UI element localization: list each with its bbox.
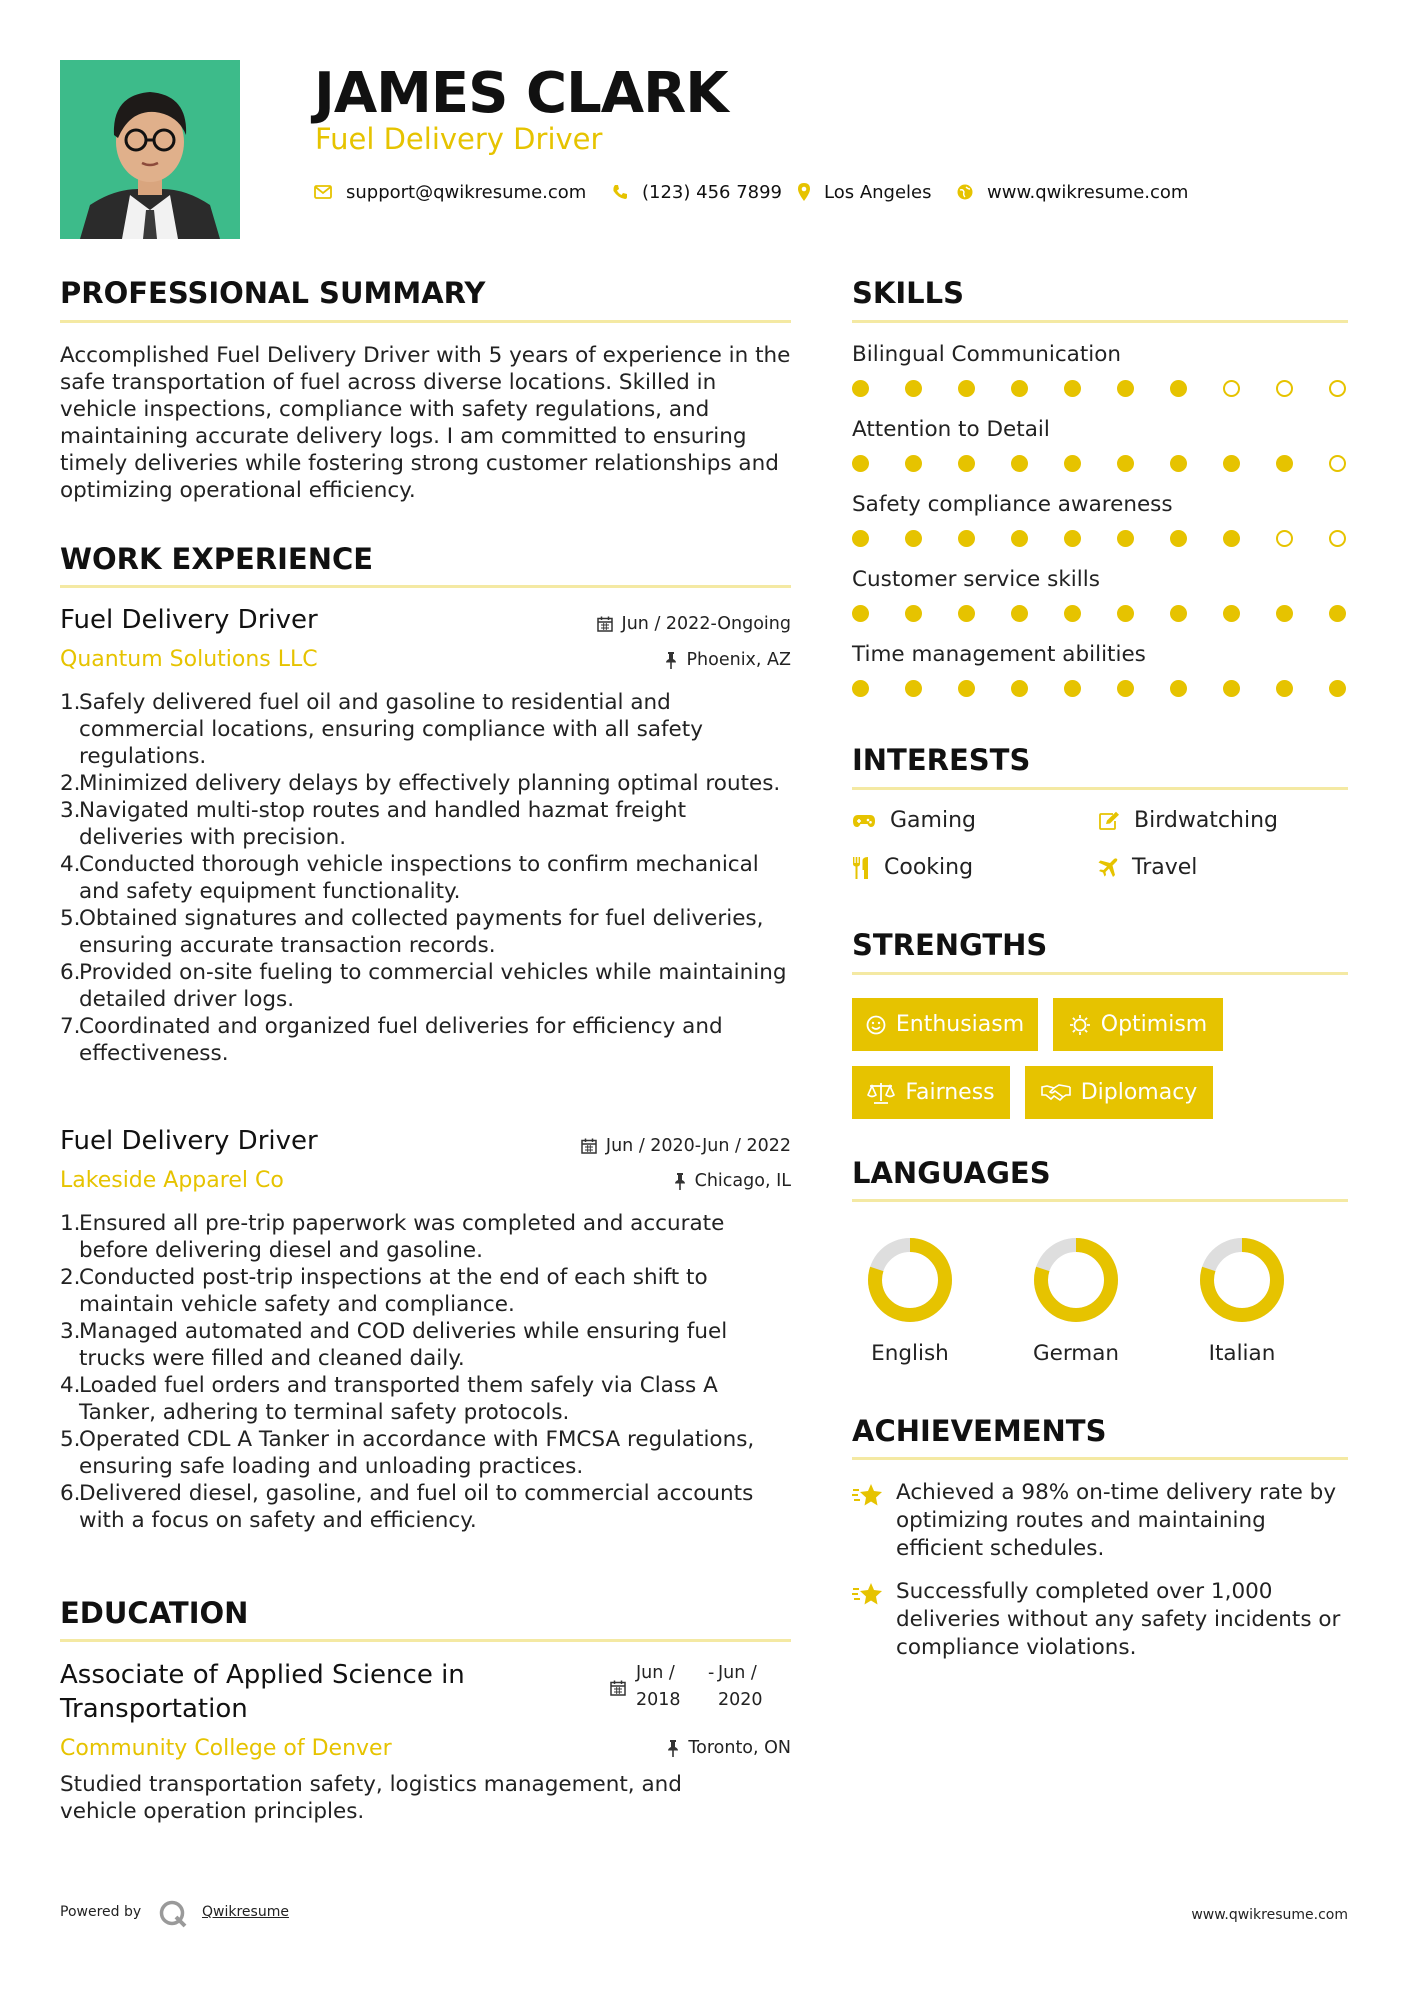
rating-dot-filled <box>852 455 869 472</box>
list-item: 6. Delivered diesel, gasoline, and fuel oil to commercial accounts with a focus on safety and efficiency. <box>60 1481 754 1533</box>
skill-label: Safety compliance awareness <box>852 492 1173 517</box>
plane-icon <box>1098 858 1118 878</box>
achievement-text: Successfully completed over 1,000 deliveries without any safety incidents or compliance violations. <box>896 1579 1341 1660</box>
footer-brand-link[interactable]: Qwikresume <box>202 1904 289 1920</box>
rating-dot-filled <box>1223 680 1240 697</box>
job-2-location <box>674 1171 791 1191</box>
skill-rating <box>852 605 1346 622</box>
degree-line-1: Associate of Applied Science in <box>60 1660 465 1690</box>
education-location-text: Toronto, ON <box>688 1738 791 1758</box>
strength-label: Enthusiasm <box>895 1012 1025 1037</box>
rating-dot-filled <box>1117 530 1134 547</box>
job-1-bullets <box>60 689 795 1067</box>
candidate-role: Fuel Delivery Driver <box>315 122 603 156</box>
rating-dot-filled <box>852 605 869 622</box>
language-donut-italian <box>1192 1230 1292 1330</box>
achievements-divider <box>852 1457 1348 1460</box>
languages-divider <box>852 1199 1348 1202</box>
contact-phone-text: (123) 456 7899 <box>642 181 783 203</box>
star-award-icon <box>852 1482 884 1508</box>
rating-dot-filled <box>1117 680 1134 697</box>
rating-dot-filled <box>852 380 869 397</box>
rating-dot-filled <box>1011 530 1028 547</box>
rating-dot-filled <box>1064 605 1081 622</box>
footer-powered-by: Powered by <box>60 1904 142 1920</box>
candidate-name: JAMES CLARK <box>314 61 728 126</box>
education-location <box>667 1738 791 1758</box>
pushpin-icon <box>667 1740 679 1757</box>
rating-dot-filled <box>1276 605 1293 622</box>
rating-dot-filled <box>1170 380 1187 397</box>
rating-dot-empty <box>1276 380 1293 397</box>
language-label: English <box>871 1341 949 1366</box>
edu-date-separator: - <box>708 1663 715 1683</box>
rating-dot-filled <box>1329 680 1346 697</box>
utensils-icon <box>852 857 870 879</box>
job-2-location-text: Chicago, IL <box>694 1171 791 1191</box>
language-label: German <box>1032 1341 1120 1366</box>
pencil-square-icon <box>1098 811 1120 831</box>
language-donut-german <box>1026 1230 1126 1330</box>
language-donut-english <box>860 1230 960 1330</box>
rating-dot-filled <box>1064 680 1081 697</box>
skills-title: SKILLS <box>852 276 964 310</box>
degree-line-2: Transportation <box>60 1694 248 1724</box>
contact-email[interactable] <box>314 178 586 206</box>
interest-label: Gaming <box>890 808 976 833</box>
rating-dot-filled <box>1117 455 1134 472</box>
job-2-bullets <box>60 1210 795 1534</box>
rating-dot-filled <box>905 530 922 547</box>
rating-dot-empty <box>1329 380 1346 397</box>
education-title: EDUCATION <box>60 1596 249 1630</box>
rating-dot-empty <box>1329 530 1346 547</box>
rating-dot-filled <box>958 680 975 697</box>
gamepad-icon <box>852 813 876 829</box>
rating-dot-filled <box>1223 605 1240 622</box>
job-2-dates <box>581 1136 791 1156</box>
list-item: 3. Navigated multi-stop routes and handled hazmat freight deliveries with precision. <box>60 798 687 850</box>
skill-label: Time management abilities <box>852 642 1146 667</box>
rating-dot-filled <box>1170 680 1187 697</box>
rating-dot-filled <box>1329 605 1346 622</box>
skill-label: Bilingual Communication <box>852 342 1122 367</box>
job-1-dates <box>597 614 791 634</box>
rating-dot-filled <box>1223 530 1240 547</box>
languages-title: LANGUAGES <box>852 1156 1051 1190</box>
contact-website-text: www.qwikresume.com <box>987 181 1189 203</box>
job-2-title: Fuel Delivery Driver <box>60 1126 318 1156</box>
globe-icon <box>957 184 973 200</box>
job-2-dates-text: Jun / 2020-Jun / 2022 <box>605 1136 791 1156</box>
interest-travel <box>1098 855 1197 880</box>
job-1-title: Fuel Delivery Driver <box>60 605 318 635</box>
balance-scale-icon <box>867 1082 895 1104</box>
strength-optimism <box>1053 998 1223 1051</box>
rating-dot-filled <box>958 530 975 547</box>
rating-dot-empty <box>1223 380 1240 397</box>
contact-website[interactable] <box>957 178 1188 206</box>
list-item: 2. Minimized delivery delays by effectively planning optimal routes. <box>60 771 781 796</box>
interest-label: Cooking <box>884 855 974 880</box>
footer-website[interactable]: www.qwikresume.com <box>1191 1907 1348 1923</box>
achievement-text: Achieved a 98% on-time delivery rate by optimizing routes and maintaining efficient schedules. <box>896 1480 1337 1561</box>
smile-icon <box>866 1015 886 1035</box>
education-description: Studied transportation safety, logistics management, and vehicle operation principles. <box>60 1772 682 1824</box>
list-item: 4. Conducted thorough vehicle inspections to confirm mechanical and safety equipment functionality. <box>60 852 759 904</box>
list-item: 5. Obtained signatures and collected payments for fuel deliveries, ensuring accurate transaction records. <box>60 906 764 958</box>
contact-location-text: Los Angeles <box>824 181 932 203</box>
strength-label: Fairness <box>905 1080 995 1105</box>
sun-icon <box>1069 1014 1091 1036</box>
pushpin-icon <box>674 1173 686 1190</box>
achievement-item-1 <box>852 1479 1342 1563</box>
rating-dot-filled <box>1064 455 1081 472</box>
achievements-title: ACHIEVEMENTS <box>852 1414 1107 1448</box>
summary-divider <box>60 320 791 323</box>
rating-dot-empty <box>1276 530 1293 547</box>
strength-fairness <box>852 1066 1010 1119</box>
rating-dot-filled <box>1276 680 1293 697</box>
achievement-item-2 <box>852 1578 1342 1662</box>
contact-email-text: support@qwikresume.com <box>346 181 587 203</box>
job-2-company: Lakeside Apparel Co <box>60 1168 284 1193</box>
rating-dot-filled <box>852 530 869 547</box>
interest-birdwatching <box>1098 808 1278 833</box>
list-item: 7. Coordinated and organized fuel deliveries for efficiency and effectiveness. <box>60 1014 723 1066</box>
interest-gaming <box>852 808 976 833</box>
strength-label: Optimism <box>1100 1012 1208 1037</box>
edu-end-year: 2020 <box>718 1690 763 1710</box>
skills-divider <box>852 320 1348 323</box>
interests-title: INTERESTS <box>852 743 1031 777</box>
list-item: 4. Loaded fuel orders and transported them safely via Class A Tanker, adhering to terminal safety protocols. <box>60 1373 718 1425</box>
job-1-location-text: Phoenix, AZ <box>686 650 791 670</box>
edu-end-month: Jun / <box>718 1663 757 1683</box>
rating-dot-filled <box>1170 605 1187 622</box>
language-label: Italian <box>1208 1341 1276 1366</box>
rating-dot-filled <box>1223 455 1240 472</box>
rating-dot-filled <box>1170 530 1187 547</box>
rating-dot-filled <box>958 380 975 397</box>
list-item: 3. Managed automated and COD deliveries while ensuring fuel trucks were filled and cleaned daily. <box>60 1319 728 1371</box>
interest-label: Birdwatching <box>1134 808 1278 833</box>
rating-dot-filled <box>958 605 975 622</box>
list-item: 1. Ensured all pre-trip paperwork was completed and accurate before delivering diesel and gasoline. <box>60 1211 725 1263</box>
rating-dot-filled <box>1011 605 1028 622</box>
rating-dot-filled <box>905 455 922 472</box>
education-divider <box>60 1639 791 1642</box>
rating-dot-filled <box>958 455 975 472</box>
skill-rating <box>852 455 1346 472</box>
skill-label: Customer service skills <box>852 567 1100 592</box>
rating-dot-empty <box>1329 455 1346 472</box>
strength-diplomacy <box>1025 1066 1213 1119</box>
rating-dot-filled <box>852 680 869 697</box>
interests-divider <box>852 787 1348 790</box>
contact-location <box>798 178 932 206</box>
summary-title: PROFESSIONAL SUMMARY <box>60 276 486 310</box>
skill-label: Attention to Detail <box>852 417 1050 442</box>
experience-divider <box>60 585 791 588</box>
rating-dot-filled <box>1064 380 1081 397</box>
job-1-location <box>665 650 791 670</box>
rating-dot-filled <box>1064 530 1081 547</box>
rating-dot-filled <box>905 680 922 697</box>
interest-cooking <box>852 855 973 880</box>
envelope-icon <box>314 185 332 199</box>
rating-dot-filled <box>1117 605 1134 622</box>
skill-rating <box>852 530 1346 547</box>
contact-phone[interactable] <box>612 178 782 206</box>
rating-dot-filled <box>1011 455 1028 472</box>
profile-photo <box>60 60 240 239</box>
rating-dot-filled <box>1117 380 1134 397</box>
calendar-icon <box>610 1680 626 1696</box>
strength-enthusiasm <box>852 998 1038 1051</box>
rating-dot-filled <box>1011 380 1028 397</box>
map-marker-icon <box>798 183 810 201</box>
qwikresume-logo-icon <box>158 1899 188 1929</box>
strengths-title: STRENGTHS <box>852 928 1048 962</box>
edu-start-year: 2018 <box>636 1690 681 1710</box>
handshake-icon <box>1041 1083 1071 1103</box>
strength-label: Diplomacy <box>1080 1080 1198 1105</box>
pushpin-icon <box>665 652 677 669</box>
star-award-icon <box>852 1581 884 1607</box>
interest-label: Travel <box>1132 855 1198 880</box>
rating-dot-filled <box>905 380 922 397</box>
list-item: 2. Conducted post-trip inspections at the end of each shift to maintain vehicle safety and compliance. <box>60 1265 708 1317</box>
edu-start-month: Jun / <box>636 1663 675 1683</box>
skill-rating <box>852 680 1346 697</box>
rating-dot-filled <box>1170 455 1187 472</box>
rating-dot-filled <box>1276 455 1293 472</box>
strengths-divider <box>852 972 1348 975</box>
rating-dot-filled <box>905 605 922 622</box>
calendar-icon <box>597 616 613 632</box>
list-item: 1. Safely delivered fuel oil and gasoline to residential and commercial locations, ensuring compliance with all safety regulations. <box>60 690 703 769</box>
experience-title: WORK EXPERIENCE <box>60 542 374 576</box>
phone-icon <box>612 184 628 200</box>
summary-text: Accomplished Fuel Delivery Driver with 5 years of experience in the safe transportation of fuel across diverse locations. Skilled in vehicle inspections, compliance with safety regulations, and maintaining accurate delivery logs. I am committed to ensuring timely deliveries while fostering strong customer relationships and optimizing operational efficiency. <box>60 343 791 503</box>
education-school: Community College of Denver <box>60 1736 392 1761</box>
skill-rating <box>852 380 1346 397</box>
list-item: 6. Provided on-site fueling to commercial vehicles while maintaining detailed driver logs. <box>60 960 787 1012</box>
job-1-company: Quantum Solutions LLC <box>60 647 318 672</box>
job-1-dates-text: Jun / 2022-Ongoing <box>621 614 791 634</box>
list-item: 5. Operated CDL A Tanker in accordance with FMCSA regulations, ensuring safe loading and unloading practices. <box>60 1427 755 1479</box>
calendar-icon <box>581 1138 597 1154</box>
rating-dot-filled <box>1011 680 1028 697</box>
